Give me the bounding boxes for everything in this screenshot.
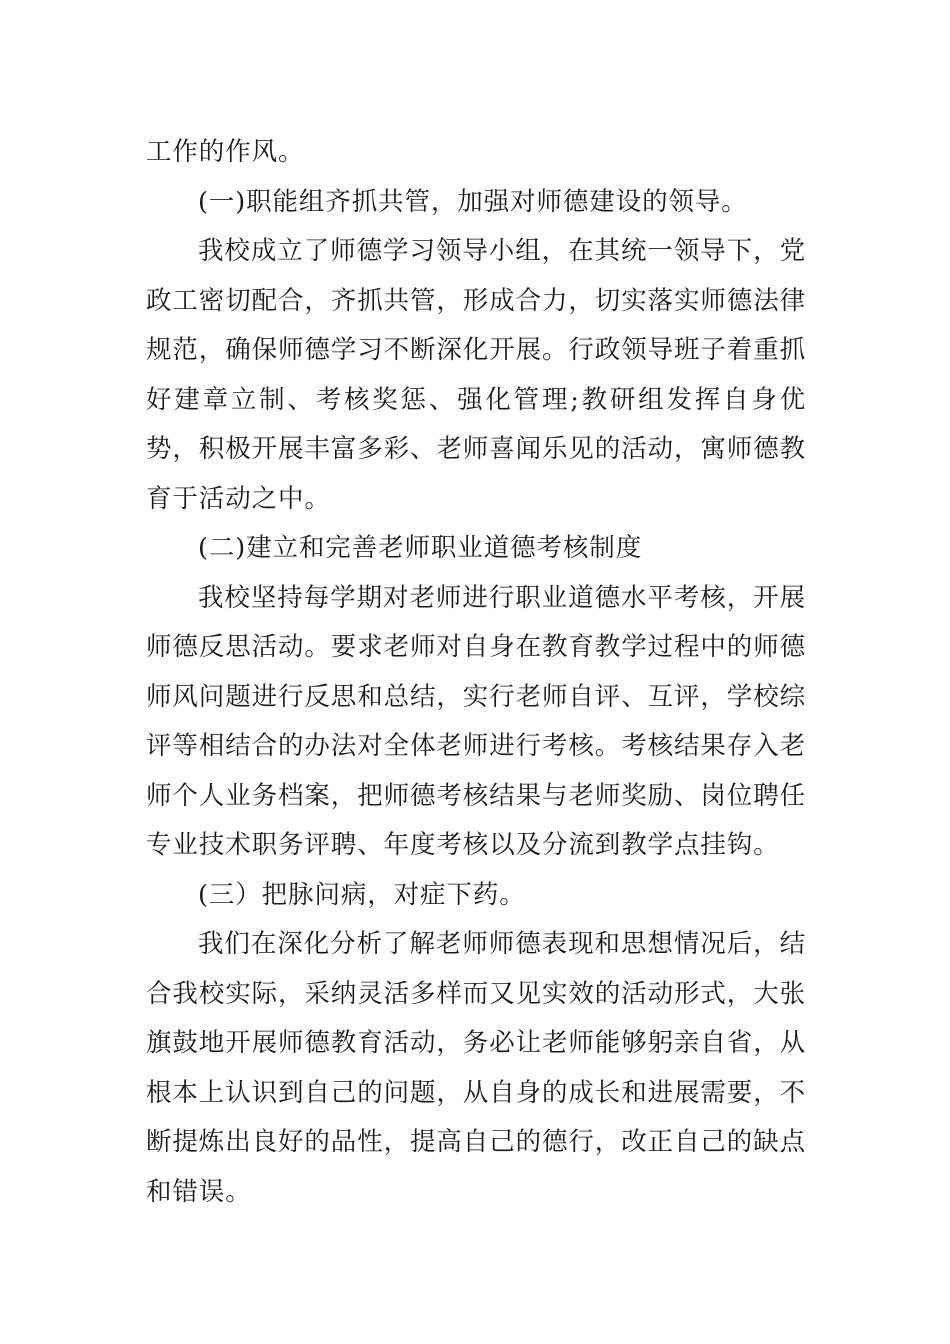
document-body [146, 128, 806, 1217]
paragraph-1: 我校成立了师德学习领导小组，在其统一领导下，党政工密切配合，齐抓共管，形成合力，切实落实师德法律规范，确保师德学习不断深化开展。行政领导班子着重抓好建章立制、考核奖惩、强化管理;教研组发挥自身优势，积极开展丰富多彩、老师喜闻乐见的活动，寓师德教育于活动之中。 [146, 236, 807, 514]
section-heading-1: (一)职能组齐抓共管，加强对师德建设的领导。 [198, 186, 748, 217]
paragraph-2: 我校坚持每学期对老师进行职业道德水平考核，开展师德反思活动。要求老师对自身在教育教学过程中的师德师风问题进行反思和总结，实行老师自评、互评，学校综评等相结合的办法对全体老师进行考核。考核结果存入老师个人业务档案，把师德考核结果与老师奖励、岗位聘任专业技术职务评聘、年度考核以及分流到教学点挂钩。 [146, 582, 807, 860]
paragraph-3: 我们在深化分析了解老师师德表现和思想情况后，结合我校实际，采纳灵活多样而又见实效的活动形式，大张旗鼓地开展师德教育活动，务必让老师能够躬亲自省，从根本上认识到自己的问题，从自身的成长和进展需要，不断提炼出良好的品性，提高自己的德行，改正自己的缺点和错误。 [146, 929, 807, 1207]
section-heading-3: (三）把脉问病，对症下药。 [198, 879, 526, 910]
paragraph-continuation: 工作的作风。 [146, 137, 305, 167]
section-heading-2: (二)建立和完善老师职业道德考核制度 [198, 533, 643, 563]
